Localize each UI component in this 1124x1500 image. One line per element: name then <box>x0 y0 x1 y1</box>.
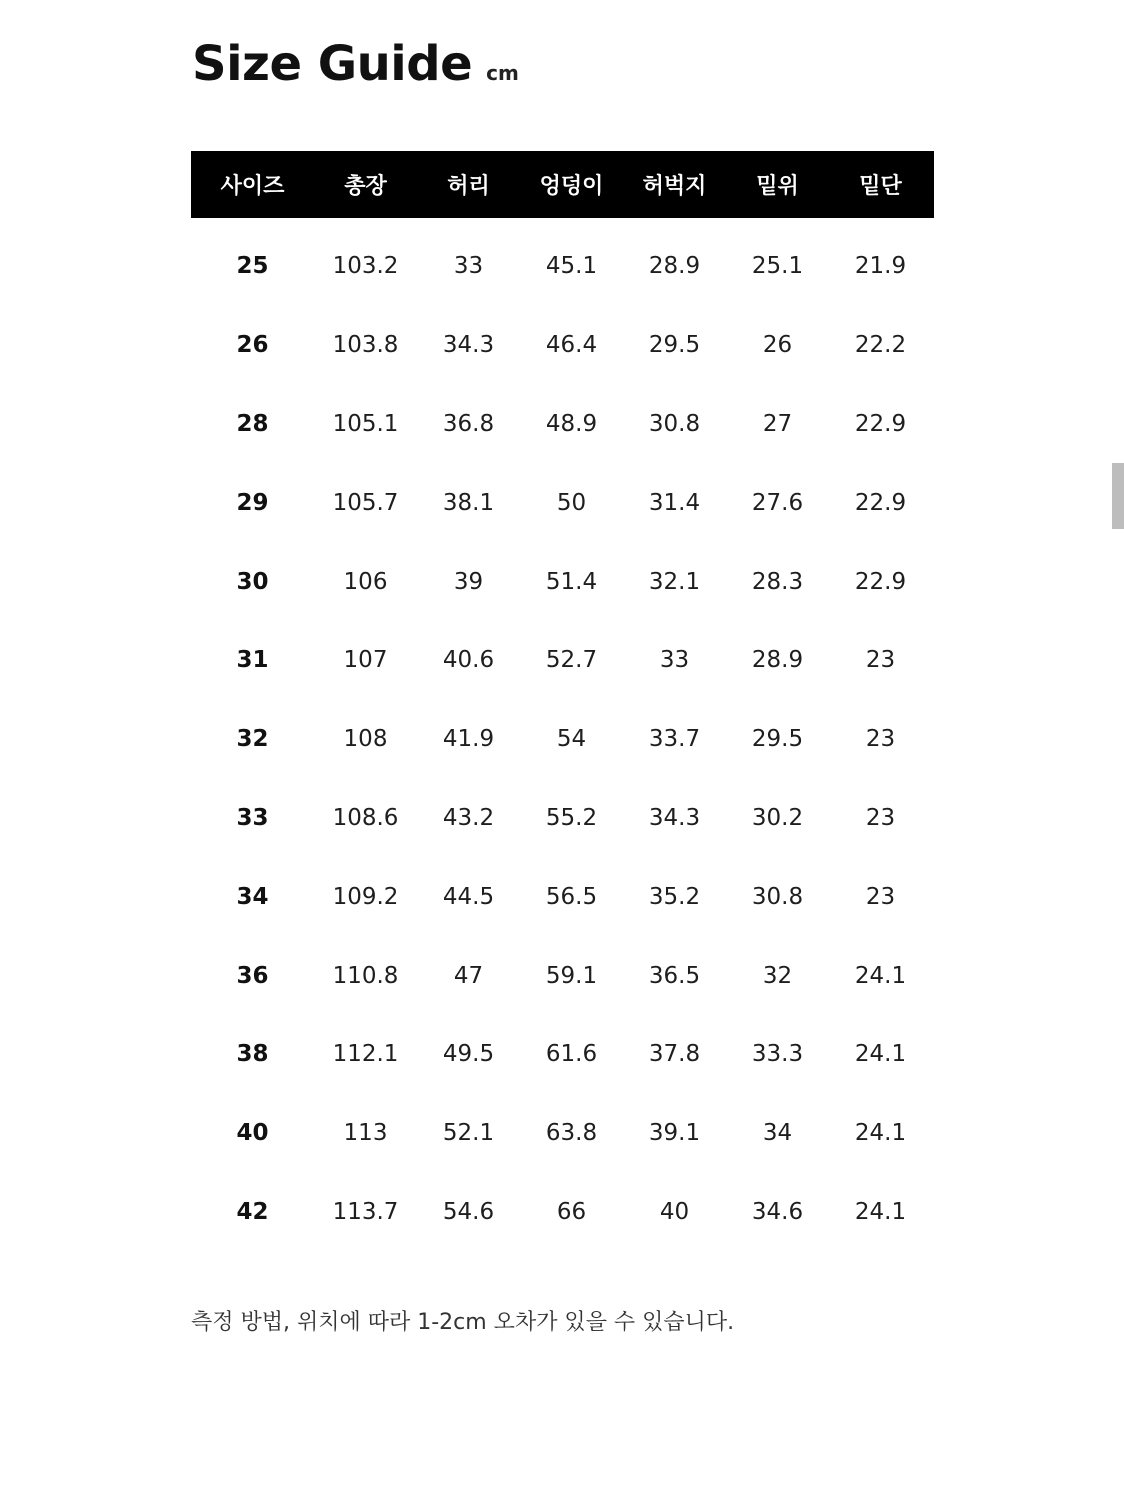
table-cell: 31.4 <box>648 489 701 516</box>
table-cell: 27.6 <box>751 489 804 516</box>
size-cell: 26 <box>236 332 269 359</box>
table-cell: 28.3 <box>751 568 804 595</box>
table-cell: 108 <box>343 726 388 753</box>
table-cell: 107 <box>343 647 388 674</box>
page-header <box>192 36 519 92</box>
table-cell: 39.1 <box>648 1120 701 1147</box>
size-cell: 36 <box>236 962 269 989</box>
table-cell: 54 <box>556 726 587 753</box>
size-cell: 38 <box>236 1041 269 1068</box>
table-cell: 24.1 <box>854 1041 907 1068</box>
table-cell: 33.7 <box>648 726 701 753</box>
table-cell: 32 <box>762 962 793 989</box>
table-cell: 34 <box>762 1120 793 1147</box>
table-cell: 33 <box>453 253 484 280</box>
table-cell: 109.2 <box>332 883 399 910</box>
size-cell: 31 <box>236 647 269 674</box>
table-cell: 28.9 <box>648 253 701 280</box>
table-cell: 22.9 <box>854 568 907 595</box>
table-cell: 52.1 <box>442 1120 495 1147</box>
table-row <box>191 306 934 385</box>
size-cell: 29 <box>236 489 269 516</box>
table-cell: 26 <box>762 332 793 359</box>
table-cell: 48.9 <box>545 410 598 437</box>
table-cell: 51.4 <box>545 568 598 595</box>
table-row <box>191 779 934 858</box>
table-cell: 43.2 <box>442 804 495 831</box>
size-cell: 25 <box>236 253 269 280</box>
table-cell: 23 <box>865 647 896 674</box>
column-header-total-length: 총장 <box>344 174 387 199</box>
table-cell: 63.8 <box>545 1120 598 1147</box>
scrollbar-thumb[interactable] <box>1112 463 1124 529</box>
table-header-row <box>191 151 934 218</box>
table-row <box>191 857 934 936</box>
table-cell: 29.5 <box>648 332 701 359</box>
table-cell: 56.5 <box>545 883 598 910</box>
table-row <box>191 936 934 1015</box>
column-header-hem: 밑단 <box>859 174 902 199</box>
size-table <box>191 151 934 1251</box>
table-cell: 113 <box>343 1120 388 1147</box>
table-cell: 23 <box>865 726 896 753</box>
table-cell: 30.8 <box>648 410 701 437</box>
table-cell: 52.7 <box>545 647 598 674</box>
table-row <box>191 1173 934 1252</box>
size-cell: 40 <box>236 1120 269 1147</box>
table-cell: 38.1 <box>442 489 495 516</box>
table-cell: 55.2 <box>545 804 598 831</box>
column-header-hip: 엉덩이 <box>539 174 604 199</box>
page-title: Size Guide <box>192 36 473 92</box>
size-cell: 33 <box>236 804 269 831</box>
column-header-size: 사이즈 <box>220 174 285 199</box>
size-cell: 42 <box>236 1198 269 1225</box>
table-cell: 23 <box>865 883 896 910</box>
table-cell: 34.3 <box>442 332 495 359</box>
table-cell: 36.5 <box>648 962 701 989</box>
size-cell: 30 <box>236 568 269 595</box>
table-cell: 22.9 <box>854 410 907 437</box>
table-cell: 35.2 <box>648 883 701 910</box>
table-cell: 105.1 <box>332 410 399 437</box>
table-cell: 22.2 <box>854 332 907 359</box>
table-cell: 40 <box>659 1198 690 1225</box>
table-cell: 36.8 <box>442 410 495 437</box>
table-row <box>191 621 934 700</box>
table-cell: 33.3 <box>751 1041 804 1068</box>
size-cell: 34 <box>236 883 269 910</box>
table-cell: 27 <box>762 410 793 437</box>
table-cell: 21.9 <box>854 253 907 280</box>
table-cell: 32.1 <box>648 568 701 595</box>
table-cell: 106 <box>343 568 388 595</box>
table-cell: 28.9 <box>751 647 804 674</box>
table-cell: 24.1 <box>854 1120 907 1147</box>
table-cell: 103.2 <box>332 253 399 280</box>
table-cell: 37.8 <box>648 1041 701 1068</box>
column-header-waist: 허리 <box>447 174 490 199</box>
table-cell: 49.5 <box>442 1041 495 1068</box>
table-cell: 29.5 <box>751 726 804 753</box>
table-cell: 59.1 <box>545 962 598 989</box>
table-cell: 108.6 <box>332 804 399 831</box>
table-cell: 54.6 <box>442 1198 495 1225</box>
table-row <box>191 1094 934 1173</box>
table-row <box>191 700 934 779</box>
table-cell: 30.8 <box>751 883 804 910</box>
table-row <box>191 1015 934 1094</box>
table-cell: 41.9 <box>442 726 495 753</box>
table-cell: 46.4 <box>545 332 598 359</box>
table-body <box>191 218 934 1251</box>
size-cell: 32 <box>236 726 269 753</box>
table-cell: 24.1 <box>854 1198 907 1225</box>
table-cell: 113.7 <box>332 1198 399 1225</box>
table-cell: 33 <box>659 647 690 674</box>
table-cell: 23 <box>865 804 896 831</box>
table-cell: 22.9 <box>854 489 907 516</box>
table-cell: 44.5 <box>442 883 495 910</box>
table-cell: 34.6 <box>751 1198 804 1225</box>
size-cell: 28 <box>236 410 269 437</box>
table-cell: 105.7 <box>332 489 399 516</box>
table-cell: 66 <box>556 1198 587 1225</box>
table-cell: 30.2 <box>751 804 804 831</box>
column-header-thigh: 허벅지 <box>642 174 707 199</box>
table-cell: 34.3 <box>648 804 701 831</box>
table-cell: 110.8 <box>332 962 399 989</box>
table-cell: 39 <box>453 568 484 595</box>
table-row <box>191 542 934 621</box>
unit-label: cm <box>486 61 519 85</box>
table-cell: 61.6 <box>545 1041 598 1068</box>
table-cell: 40.6 <box>442 647 495 674</box>
table-cell: 47 <box>453 962 484 989</box>
table-cell: 50 <box>556 489 587 516</box>
table-row <box>191 463 934 542</box>
table-cell: 25.1 <box>751 253 804 280</box>
table-cell: 103.8 <box>332 332 399 359</box>
table-cell: 24.1 <box>854 962 907 989</box>
measurement-note: 측정 방법, 위치에 따라 1-2cm 오차가 있을 수 있습니다. <box>191 1310 735 1335</box>
column-header-rise: 밑위 <box>756 174 799 199</box>
table-row <box>191 227 934 306</box>
table-cell: 112.1 <box>332 1041 399 1068</box>
table-row <box>191 385 934 464</box>
table-cell: 45.1 <box>545 253 598 280</box>
